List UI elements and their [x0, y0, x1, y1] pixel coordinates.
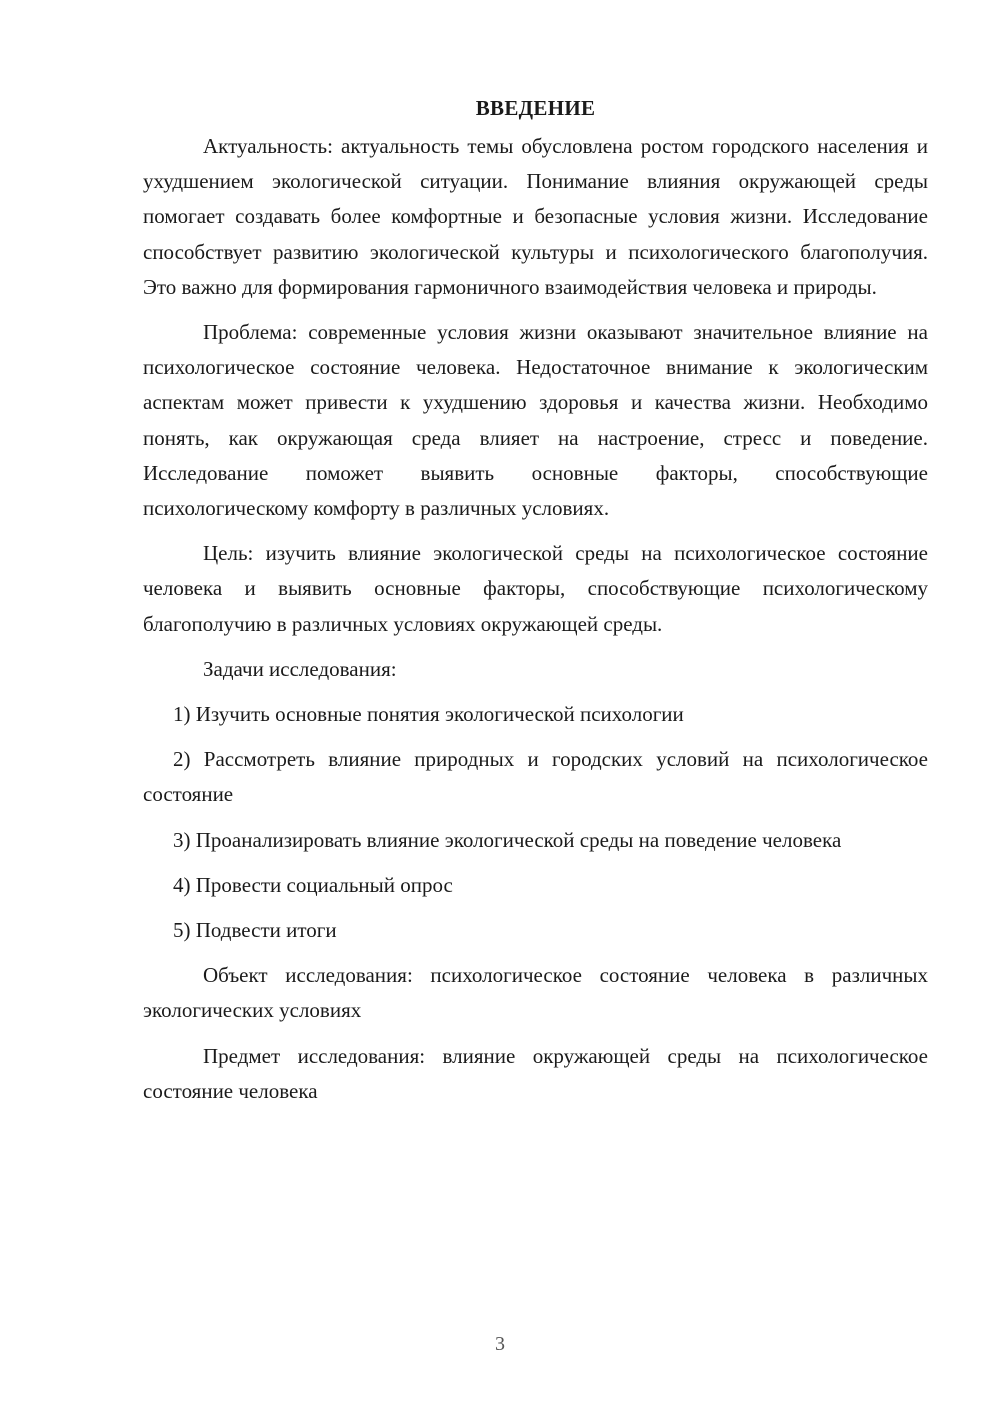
- document-page: [143, 90, 928, 1119]
- paragraph-object: Объект исследования: психологическое состояние человека в различных экологических условиях: [143, 963, 928, 1023]
- task-item-1: 1) Изучить основные понятия экологической психологии: [173, 702, 684, 727]
- task-item-5: 5) Подвести итоги: [173, 918, 337, 943]
- page-number: 3: [495, 1333, 505, 1355]
- task-item-2: 2) Рассмотреть влияние природных и городских условий на психологическое состояние: [143, 747, 928, 807]
- task-item-4: 4) Провести социальный опрос: [173, 872, 453, 897]
- paragraph-subject: Предмет исследования: влияние окружающей среды на психологическое состояние человека: [143, 1043, 928, 1103]
- paragraph-goal: Цель: изучить влияние экологической среды на психологическое состояние человека и выявить основные факторы, способствующие психологическому благополучию в различных условиях окружающей среды.: [143, 541, 928, 636]
- paragraph-relevance: Актуальность: актуальность темы обусловлена ростом городского населения и ухудшением экологической ситуации. Понимание влияния окружающей среды помогает создавать более комфортные и безопасные условия жизни. Исследование способствует развитию экологической культуры и психологического благополучия. Это важно для формирования гармоничного взаимодействия человека и природы.: [143, 134, 928, 299]
- paragraph-problem: Проблема: современные условия жизни оказывают значительное влияние на психологическое состояние человека. Недостаточное внимание к экологическим аспектам может привести к ухудшению здоровья и качества жизни. Необходимо понять, как окружающая среда влияет на настроение, стресс и поведение. Исследование поможет выявить основные факторы, способствующие психологическому комфорту в различных условиях.: [143, 320, 928, 521]
- section-title: ВВЕДЕНИЕ: [475, 96, 596, 120]
- task-item-3: 3) Проанализировать влияние экологической среды на поведение человека: [173, 827, 842, 852]
- tasks-heading: Задачи исследования:: [203, 656, 397, 681]
